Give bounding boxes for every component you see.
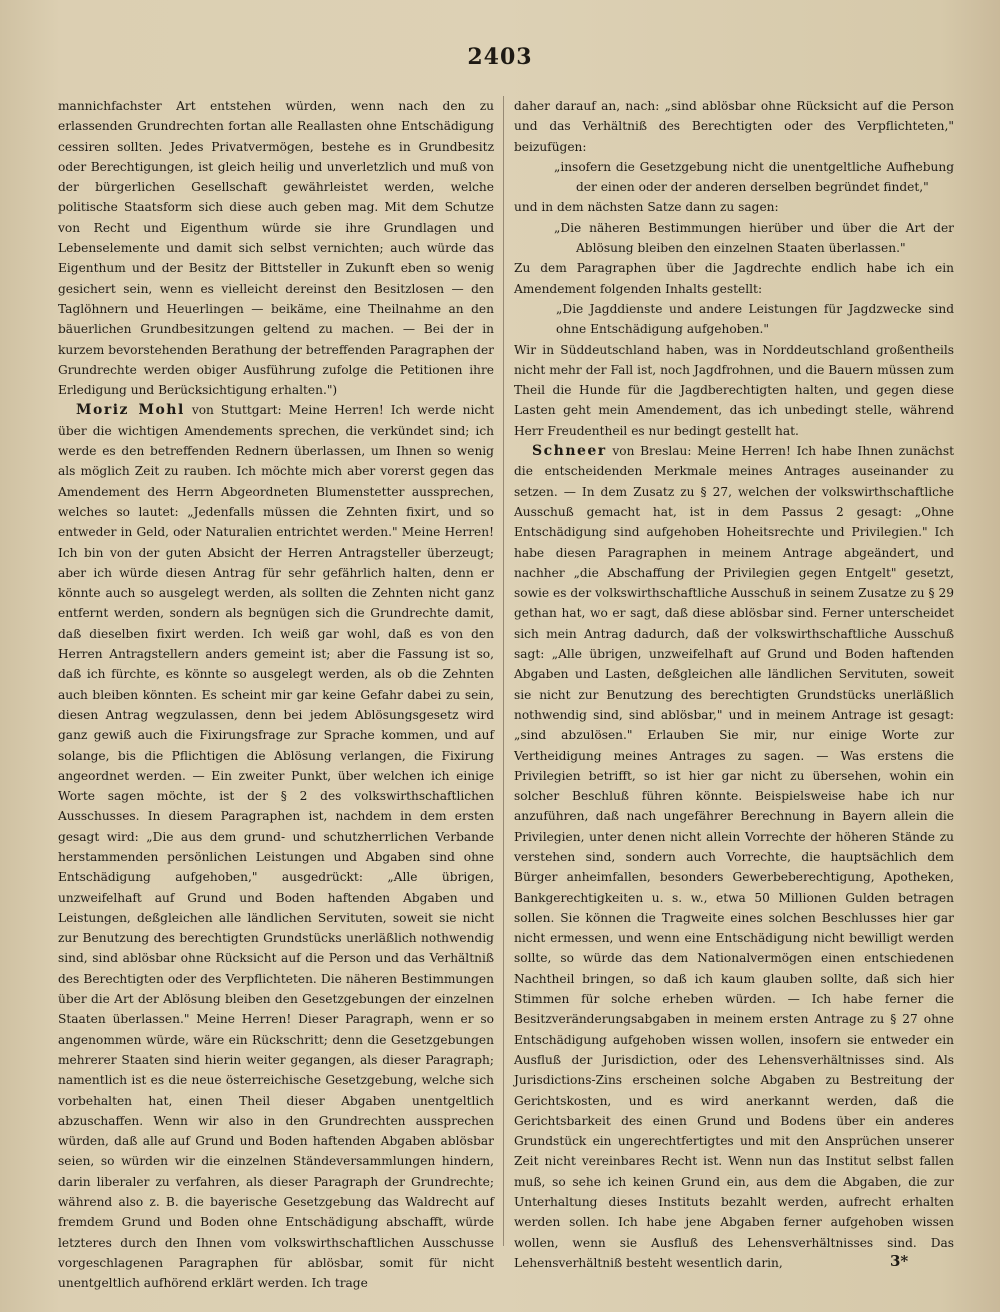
left-paragraph-1: mannichfachster Art entstehen würden, wenn nach den zu erlassenden Grundrechten fortan alle Reallasten ohne Entschädigung cessiren sollten. Jedes Privatvermögen, bestehe es in Grundbesitz oder Berechtigungen, ist gleich heilig und unverletzlich und muß von der bürgerlichen Gesellschaft gewährleistet werden, welche politische Staatsform sich diese auch geben mag. Mit dem Schutze von Recht und Eigenthum würde sie ihre Grundlagen und Lebenselemente und damit sich selbst vernichten; auch würde das Eigenthum und der Besitz der Bittsteller in Zukunft eben so wenig gesichert sein, wenn es vielleicht dereinst den Besitzlosen — den Taglöhnern und Heuerlingen — beikäme, eine Theilnahme an den bäuerlichen Grundbesitzungen geltend zu machen. — Bei der in kurzem bevorstehenden Berathung der betreffenden Paragraphen der Grundrechte werden obiger Ausführung zufolge die Petitionen ihre Erledigung und Berücksichtigung erhalten.") <box>58 99 494 398</box>
left-paragraph-speech <box>58 400 494 1293</box>
right-paragraph-3: Zu dem Paragraphen über die Jagdrechte endlich habe ich ein Amendement folgenden Inhalts gestellt: <box>514 261 954 296</box>
speaker-name-schneer: Schneer <box>532 443 607 460</box>
column-divider <box>503 96 504 1246</box>
quote-3: „Die Jagddienste und andere Leistungen für Jagdzwecke sind ohne Entschädigung aufgehoben." <box>556 301 954 337</box>
signature-mark: 3* <box>890 1252 909 1270</box>
left-column <box>58 96 494 1294</box>
right-paragraph-4: Wir in Süddeutschland haben, was in Norddeutschland großentheils nicht mehr der Fall ist, noch Jagdfrohnen, und die Bauern müssen zum Theil die Hunde für die Jagdberechtigten halten, und gegen diese Lasten geht mein Amendement, das ich unbedingt stelle, während Herr Freudentheil es nur bedingt gestellt hat. <box>514 342 954 438</box>
speech-text-schneer: von Breslau: Meine Herren! Ich habe Ihnen zunächst die entscheidenden Merkmale meines Antrages auseinander zu setzen. — In dem Zusatz zu § 27, welchen der volkswirthschaftliche Ausschuß gemacht hat, ist in dem Passus 2 gesagt: „Ohne Entschädigung sind aufgehoben Hoheitsrechte und Privilegien." Ich habe diesen Paragraphen in meinem Antrage abgeändert, und nachher „die Abschaffung der Privilegien gegen Entgelt" gesetzt, sowie es der volkswirthschaftliche Ausschuß in seinem Zusatze zu § 29 gethan hat, wo er sagt, daß diese ablösbar sind. Ferner unterscheidet sich mein Antrag dadurch, daß der volkswirthschaftliche Ausschuß sagt: „Alle übrigen, unzweifelhaft auf Grund und Boden haftenden Abgaben und Lasten, deßgleichen alle ländlichen Servituten, soweit sie nicht zur Benutzung des berechtigten Grundstücks unerläßlich nothwendig sind, sind ablösbar," und in meinem Antrage ist gesagt: „sind abzulösen." Erlauben Sie mir, nur einige Worte zur Vertheidigung meines Antrages zu sagen. — Was erstens die Privilegien betrifft, so ist hier gar nicht zu übersehen, wohin ein solcher Beschluß führen könnte. Beispielsweise habe ich nur anzuführen, daß nach ungefährer Berechnung in Bayern allein die Privilegien, unter denen nicht allein Vorrechte der höheren Stände zu verstehen sind, sondern auch Vorrechte, die hauptsächlich dem Bürger anheimfallen, besonders Gewerbeberechtigung, Apotheken, Bankgerechtigkeiten u. s. w., etwa 50 Millionen Gulden betragen sollen. Sie können die Tragweite eines solchen Beschlusses hier gar nicht ermessen, und wenn eine Entschädigung nicht bewilligt werden sollte, so würde das dem Nationalvermögen einen entschiedenen Nachtheil bringen, so daß ich kaum glauben sollte, daß sich hier Stimmen für solche erheben würden. — Ich habe ferner die Besitzveränderungsabgaben in meinem ersten Antrage zu § 27 ohne Entschädigung aufgehoben wissen wollen, insofern sie entweder ein Ausfluß der Jurisdiction, oder des Lehensverhältnisses sind. Als Jurisdictions-Zins erscheinen solche Abgaben zu Bestreitung der Gerichtskosten, und es wird anerkannt werden, daß die Gerichtsbarkeit des einen Grund und Bodens über ein anderes Grundstück ein ungerechtfertigtes und mit den Ansprüchen unserer Zeit nicht vereinbares Recht ist. Wenn nun das Institut selbst fallen muß, so sehe ich keinen Grund ein, aus dem die Abgaben, die zur Unterhaltung dieses Instituts bezahlt werden, aufrecht erhalten werden sollen. Ich habe jene Abgaben ferner aufgehoben wissen wollen, wenn sie Ausfluß des Lehensverhältnisses sind. Das Lehensverhältniß besteht wesentlich darin, <box>514 444 954 1270</box>
quote-2: „Die näheren Bestimmungen hierüber und über die Art der Ablösung bleiben den einzelnen Staaten überlassen." <box>554 220 954 256</box>
speaker-name-mohl: Moriz Mohl <box>76 402 185 419</box>
right-paragraph-speech <box>514 441 954 1273</box>
right-paragraph-1: daher darauf an, nach: „sind ablösbar ohne Rücksicht auf die Person und das Verhältniß des Berechtigten oder des Verpflichteten," beizufügen: <box>514 99 954 154</box>
page-number: 2403 <box>467 44 533 70</box>
quote-1: „insofern die Gesetzgebung nicht die unentgeltliche Aufhebung der einen oder der anderen derselben begründet findet," <box>554 159 954 195</box>
right-paragraph-2: und in dem nächsten Satze dann zu sagen: <box>514 200 779 215</box>
right-column <box>514 96 954 1273</box>
speech-text-mohl: von Stuttgart: Meine Herren! Ich werde nicht über die wichtigen Amendements sprechen, die verkündet sind; ich werde es den betreffenden Rednern überlassen, um Ihnen so wenig als möglich Zeit zu rauben. Ich möchte mich aber vorerst gegen das Amendement des Herrn Abgeordneten Blumenstetter aussprechen, welches so lautet: „Jedenfalls müssen die Zehnten fixirt, und so entweder in Geld, oder Naturalien entrichtet werden." Meine Herren! Ich bin von der guten Absicht der Herren Antragsteller überzeugt; aber ich würde diesen Antrag für sehr gefährlich halten, denn er könnte auch so ausgelegt werden, als sollten die Zehnten nicht ganz entfernt werden, sondern als begnügen sich die Grundrechte damit, daß dieselben fixirt werden. Ich weiß gar wohl, daß es von den Herren Antragstellern anders gemeint ist; aber die Fassung ist so, daß ich fürchte, es könnte so ausgelegt werden, als ob die Zehnten auch bleiben könnten. Es scheint mir gar keine Gefahr dabei zu sein, diesen Antrag wegzulassen, denn bei jedem Ablösungsgesetz wird ganz gewiß auch die Fixirungsfrage zur Sprache kommen, und auf solange, bis die Pflichtigen die Ablösung verlangen, die Fixirung angeordnet werden. — Ein zweiter Punkt, über welchen ich einige Worte sagen möchte, ist der § 2 des volkswirthschaftlichen Ausschusses. In diesem Paragraphen ist, nachdem in dem ersten gesagt wird: „Die aus dem grund- und schutzherrlichen Verbande herstammenden persönlichen Leistungen und Abgaben sind ohne Entschädigung aufgehoben," ausgedrückt: „Alle übrigen, unzweifelhaft auf Grund und Boden haftenden Abgaben und Leistungen, deßgleichen alle ländlichen Servituten, soweit sie nicht zur Benutzung des berechtigten Grundstücks unerläßlich nothwendig sind, sind ablösbar ohne Rücksicht auf die Person und das Verhältniß des Berechtigten oder des Verpflichteten. Die näheren Bestimmungen über die Art der Ablösung bleiben den Gesetzgebungen der einzelnen Staaten überlassen." Meine Herren! Dieser Paragraph, wenn er so angenommen würde, wäre ein Rückschritt; denn die Gesetzgebungen mehrerer Staaten sind hierin weiter gegangen, als dieser Paragraph; namentlich ist es die neue österreichische Gesetzgebung, welche sich vorbehalten hat, einen Theil dieser Abgaben unentgeltlich abzuschaffen. Wenn wir also in den Grundrechten aussprechen würden, daß alle auf Grund und Boden haftenden Abgaben ablösbar seien, so würden wir die einzelnen Ständeversammlungen hindern, darin liberaler zu verfahren, als dieser Paragraph der Grundrechte; während also z. B. die bayerische Gesetzgebung das Waldrecht auf fremdem Grund und Boden ohne Entschädigung abschafft, würde letzteres durch den Ihnen vom volkswirthschaftlichen Ausschusse vorgeschlagenen Paragraphen für ablösbar, somit für nicht unentgeltlich aufhörend erklärt werden. Ich trage <box>58 403 495 1291</box>
